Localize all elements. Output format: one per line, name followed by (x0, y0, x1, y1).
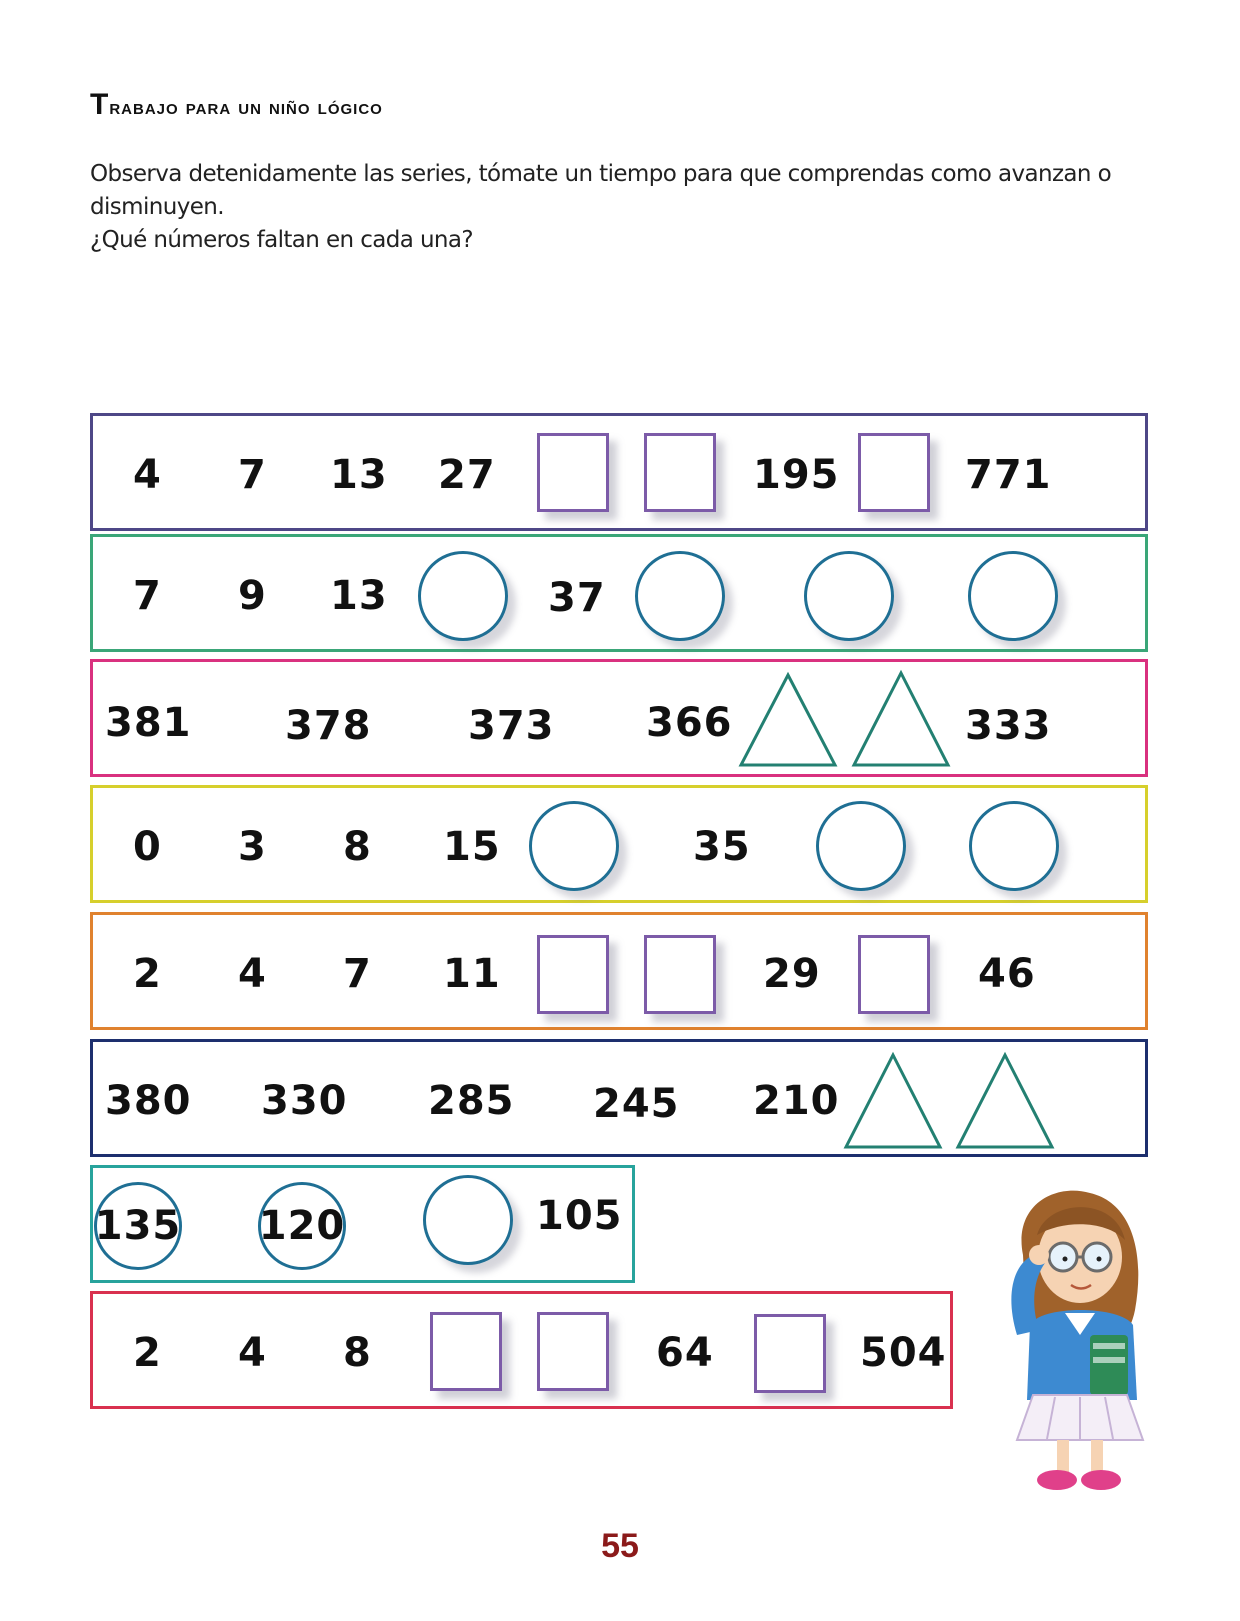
answer-circle[interactable] (969, 801, 1059, 891)
series-number: 4 (238, 951, 267, 997)
series-number: 771 (965, 452, 1052, 498)
answer-circle[interactable] (816, 801, 906, 891)
answer-triangle[interactable] (843, 1052, 943, 1150)
series-number: 4 (238, 1330, 267, 1376)
series-number: 210 (753, 1078, 840, 1124)
answer-triangle[interactable] (738, 672, 838, 768)
series-number: 245 (593, 1081, 680, 1127)
answer-circle[interactable] (635, 551, 725, 641)
series-number: 0 (133, 824, 162, 870)
series-number: 3 (238, 824, 267, 870)
series-number: 504 (860, 1330, 947, 1376)
page-title: Trabajo para un niño lógico (90, 88, 383, 121)
answer-circle[interactable] (418, 551, 508, 641)
series-number: 380 (105, 1078, 192, 1124)
answer-circle[interactable] (804, 551, 894, 641)
series-number: 135 (94, 1203, 182, 1249)
series-number: 105 (536, 1193, 623, 1239)
series-number: 120 (258, 1203, 346, 1249)
series-number: 285 (428, 1078, 515, 1124)
series-row-2 (90, 534, 1148, 652)
series-number: 13 (330, 573, 388, 619)
series-number: 35 (693, 824, 751, 870)
instructions-line-3: ¿Qué números faltan en cada una? (90, 227, 473, 253)
answer-circle[interactable] (968, 551, 1058, 641)
answer-circle[interactable] (529, 801, 619, 891)
series-number: 13 (330, 452, 388, 498)
series-number: 330 (261, 1078, 348, 1124)
series-number: 7 (238, 452, 267, 498)
series-number: 8 (343, 824, 372, 870)
series-number: 46 (978, 951, 1036, 997)
series-number: 381 (105, 700, 192, 746)
series-number: 29 (763, 951, 821, 997)
series-number: 7 (343, 951, 372, 997)
circled-number (94, 1182, 182, 1270)
page-number: 55 (601, 1527, 639, 1565)
series-number: 37 (548, 575, 606, 621)
series-number: 333 (965, 703, 1052, 749)
series-row-4 (90, 785, 1148, 903)
series-number: 4 (133, 452, 162, 498)
answer-square[interactable] (644, 433, 716, 512)
instructions-line-1: Observa detenidamente las series, tómate un tiempo para que comprendas como avanzan o (90, 161, 1112, 187)
series-number: 195 (753, 452, 840, 498)
series-number: 373 (468, 703, 555, 749)
series-row-8 (90, 1291, 953, 1409)
series-row-1 (90, 413, 1148, 531)
series-number: 27 (438, 452, 496, 498)
answer-square[interactable] (858, 935, 930, 1014)
answer-square[interactable] (754, 1314, 826, 1393)
answer-square[interactable] (537, 433, 609, 512)
answer-square[interactable] (644, 935, 716, 1014)
series-number: 11 (443, 951, 501, 997)
answer-square[interactable] (858, 433, 930, 512)
series-number: 64 (656, 1330, 714, 1376)
series-row-7 (90, 1165, 635, 1283)
answer-triangle[interactable] (955, 1052, 1055, 1150)
answer-triangle[interactable] (851, 670, 951, 768)
series-number: 366 (646, 700, 733, 746)
answer-square[interactable] (537, 1312, 609, 1391)
series-row-3 (90, 659, 1148, 777)
girl-with-glasses-and-books-icon (995, 1185, 1165, 1499)
instructions (90, 158, 1160, 257)
series-row-5 (90, 912, 1148, 1030)
series-number: 15 (443, 824, 501, 870)
series-number: 8 (343, 1330, 372, 1376)
series-row-6 (90, 1039, 1148, 1157)
answer-square[interactable] (430, 1312, 502, 1391)
series-number: 378 (285, 703, 372, 749)
series-number: 9 (238, 573, 267, 619)
series-number: 2 (133, 951, 162, 997)
circled-number (258, 1182, 346, 1270)
answer-circle[interactable] (423, 1175, 513, 1265)
series-number: 7 (133, 573, 162, 619)
instructions-line-2: disminuyen. (90, 194, 224, 220)
answer-square[interactable] (537, 935, 609, 1014)
series-number: 2 (133, 1330, 162, 1376)
